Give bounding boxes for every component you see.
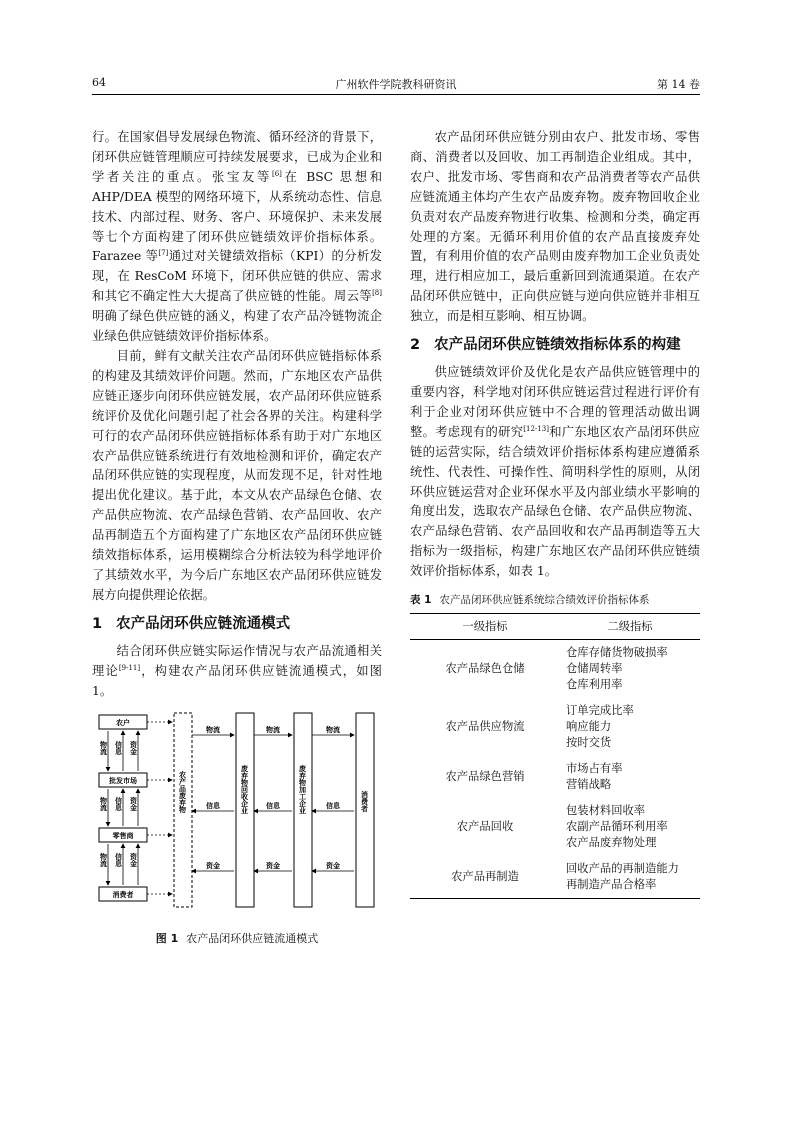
table-row	[410, 856, 700, 899]
table-row	[410, 698, 700, 756]
level2-indicator: 农产品废弃物处理	[566, 836, 657, 850]
level1-indicator: 农产品回收	[456, 820, 514, 834]
level2-indicator: 包装材料回收率	[566, 804, 646, 818]
section-heading-2: 2 农产品闭环供应链绩效指标体系的构建	[410, 337, 681, 354]
level2-indicators	[560, 856, 700, 899]
svg-text:资金: 资金	[206, 861, 220, 871]
paragraph-indicator: 供应链绩效评价及优化是农产品供应链管理中的重要内容，科学地对闭环供应链运营过程进行评价有利于企业对闭环供应链中不合理的管理活动做出调整。考虑现有的研究[12-13]和广东地区农产品闭环供应链的运营实际，结合绩效评价指标体系构建应遵循系统性、代表性、可操作性、简明科学性的原则，从闭环供应链运营对企业环保水平及内部业绩水平影响的角度出发，选取农产品绿色仓储、农产品供应物流、农产品绿色营销、农产品回收和农产品再制造等五大指标为一级指标，构建广东地区农产品闭环供应链绩效评价指标体系，如表 1。	[410, 365, 700, 579]
citation-ref[interactable]: [6]	[271, 169, 282, 178]
svg-text:资金: 资金	[266, 861, 280, 871]
citation-ref[interactable]: [7]	[158, 249, 169, 258]
level2-indicators	[560, 798, 700, 856]
svg-text:物流: 物流	[99, 853, 109, 868]
svg-text:物流: 物流	[99, 741, 109, 756]
level2-indicator: 回收产品的再制造能力	[566, 862, 679, 876]
table-row	[410, 756, 700, 798]
svg-text:物流: 物流	[206, 725, 220, 735]
level2-indicator: 仓储周转率	[566, 662, 623, 676]
paragraph-figure-intro: 结合闭环供应链实际运作情况与农产品流通相关理论[9-11]，构建农产品闭环供应链流通模式，如图 1。	[92, 643, 382, 698]
table-header: 一级指标	[410, 614, 560, 640]
journal-title: 广州软件学院教科研资讯	[335, 78, 457, 91]
figure-1	[92, 711, 382, 926]
svg-text:信息: 信息	[326, 801, 340, 811]
level2-indicator: 按时交货	[566, 736, 612, 750]
svg-text:信息: 信息	[114, 741, 124, 756]
left-column	[92, 128, 382, 946]
paragraph-structure: 农产品闭环供应链分别由农户、批发市场、零售商、消费者以及回收、加工再制造企业组成。其中，农户、批发市场、零售商和农产品消费者等农产品供应链流通主体均产生农产品废弃物。废弃物回收企业负责对农产品废弃物进行收集、检测和分类，确定再处理的方案。无循环利用价值的农产品直接废弃处置，有利用价值的农产品则由废弃物加工企业负责处理，进行相应加工，最后重新回到流通渠道。在农产品闭环供应链中，正向供应链与逆向供应链并非相互独立，而是相互影响、相互协调。	[410, 130, 700, 324]
citation-ref[interactable]: [9-11]	[118, 663, 141, 672]
level2-indicators	[560, 756, 700, 798]
node-farmer-label: 农户	[116, 718, 130, 728]
level2-indicator: 农副产品循环利用率	[566, 820, 668, 834]
paragraph-literature: 行。在国家倡导发展绿色物流、循环经济的背景下，闭环供应链管理顺应可持续发展要求，已成为企业和学者关注的重点。张宝友等[6]在 BSC 思想和 AHP/DEA 模型的网络环境下，从系统动态性、信息技术、内部过程、财务、客户、环境保护、未来发展等七个方面构建了闭环供应链绩效评价指标体系。Farazee 等[7]通过对关键绩效指标（KPI）的分析发现，在 ResCoM 环境下，闭环供应链的供应、需求和其它不确定性大大提高了供应链的性能。周云等[8]明确了绿色供应链的涵义，构建了农产品冷链物流企业绿色供应链绩效评价指标体系。	[92, 130, 382, 344]
level1-indicator: 农产品绿色仓储	[445, 662, 525, 676]
svg-text:物流: 物流	[99, 797, 109, 812]
page-number: 64	[92, 76, 106, 89]
svg-text:物流: 物流	[266, 725, 280, 735]
node-consumer-label: 消费者	[112, 890, 134, 900]
svg-text:物流: 物流	[326, 725, 340, 735]
volume-label: 第 14 卷	[657, 78, 700, 91]
svg-text:消费者: 消费者	[360, 791, 370, 813]
section-heading-1: 1 农产品闭环供应链流通模式	[92, 615, 291, 632]
svg-text:废弃物加工企业: 废弃物加工企业	[298, 765, 308, 815]
svg-text:信息: 信息	[206, 801, 220, 811]
node-wholesale-label: 批发市场	[109, 776, 137, 786]
svg-text:信息: 信息	[114, 797, 124, 812]
level1-indicator: 农产品绿色营销	[445, 770, 525, 784]
indicator-table	[410, 613, 700, 899]
table-caption: 表 1 农产品闭环供应链系统综合绩效评价指标体系	[410, 594, 650, 607]
level2-indicator: 仓库存储货物破损率	[566, 646, 668, 660]
node-retailer-label: 零售商	[112, 831, 134, 841]
svg-text:信息: 信息	[266, 801, 280, 811]
citation-ref[interactable]: [8]	[372, 289, 382, 298]
svg-text:信息: 信息	[114, 853, 124, 868]
level2-indicator: 订单完成比率	[566, 704, 634, 718]
svg-text:废弃物回收企业: 废弃物回收企业	[240, 765, 250, 815]
table-row	[410, 640, 700, 699]
citation-ref[interactable]: [12-13]	[523, 424, 549, 433]
level2-indicators	[560, 698, 700, 756]
figure-caption: 图 1 农产品闭环供应链流通模式	[155, 932, 319, 946]
right-column	[410, 128, 700, 899]
svg-text:农产品废弃物: 农产品废弃物	[178, 771, 188, 814]
level2-indicator: 再制造产品合格率	[566, 878, 657, 892]
page-header	[92, 76, 700, 92]
level1-indicator: 农产品供应物流	[445, 720, 525, 734]
level1-indicator: 农产品再制造	[410, 856, 560, 899]
header-rule	[92, 94, 700, 95]
svg-text:资金: 资金	[129, 853, 139, 868]
level2-indicator: 市场占有率	[566, 762, 623, 776]
level2-indicator: 响应能力	[566, 720, 612, 734]
svg-text:资金: 资金	[129, 741, 139, 756]
table-row	[410, 798, 700, 856]
level2-indicator: 仓库利用率	[566, 678, 623, 692]
level2-indicator: 营销战略	[566, 778, 612, 792]
table-header: 二级指标	[560, 614, 700, 640]
flow-diagram	[96, 711, 378, 911]
svg-text:资金: 资金	[326, 861, 340, 871]
svg-text:资金: 资金	[129, 797, 139, 812]
paragraph-motivation: 目前，鲜有文献关注农产品闭环供应链指标体系的构建及其绩效评价问题。然而，广东地区农产品供应链正逐步向闭环供应链发展，农产品闭环供应链系统评价及优化问题引起了社会各界的关注。构建科学可行的农产品闭环供应链指标体系有助于对广东地区农产品供应链系统进行有效地检测和评价，确定农产品闭环供应链的实现程度，从而发现不足，针对性地提出优化建议。基于此，本文从农产品绿色仓储、农产品供应物流、农产品绿色营销、农产品回收、农产品再制造五个方面构建了广东地区农产品闭环供应链绩效指标体系，运用模糊综合分析法较为科学地评价了其绩效水平，为今后广东地区农产品闭环供应链发展方向提供理论依据。	[92, 348, 382, 602]
level2-indicators	[560, 640, 700, 699]
